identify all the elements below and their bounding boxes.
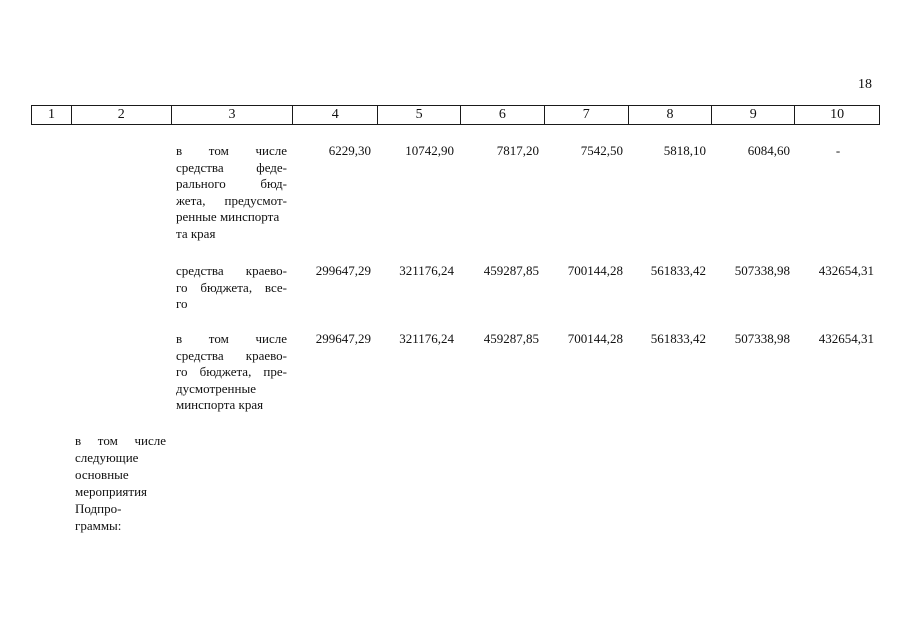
cell-col-4: 299647,29 [315, 263, 371, 278]
section-label-line: в том числе [75, 433, 166, 448]
cell-col-10: 432654,31 [818, 331, 874, 346]
desc-line: средства краево- [176, 347, 287, 363]
desc-line: ренные минспорта [176, 209, 280, 224]
section-label-line: Подпро- [75, 501, 122, 516]
desc-line: го бюджета, все- [176, 279, 287, 295]
header-col-8: 8 [629, 106, 713, 124]
desc-line: минспорта края [176, 397, 264, 412]
cell-col-10: 432654,31 [818, 263, 874, 278]
cell-col-4: 299647,29 [315, 331, 371, 346]
header-col-6: 6 [461, 106, 545, 124]
cell-col-5: 10742,90 [405, 143, 454, 158]
page-number: 18 [858, 77, 872, 92]
header-col-4: 4 [293, 106, 378, 124]
row-description [176, 331, 287, 414]
cell-col-8: 561833,42 [650, 331, 706, 346]
header-col-7: 7 [545, 106, 629, 124]
desc-line: рального бюд- [176, 176, 287, 191]
desc-line: в том числе [176, 143, 287, 158]
header-col-3: 3 [172, 106, 294, 124]
cell-col-8: 561833,42 [650, 263, 706, 278]
header-col-10: 10 [830, 107, 845, 122]
table-header-row [31, 105, 880, 125]
row-description [176, 263, 287, 313]
desc-line: жета, предусмот- [176, 192, 287, 208]
cell-col-5: 321176,24 [399, 263, 454, 278]
desc-line: го [176, 296, 188, 311]
desc-line: го бюджета, пре- [176, 364, 287, 379]
cell-col-9: 6084,60 [747, 143, 790, 158]
cell-col-4: 6229,30 [328, 143, 371, 158]
desc-line: средства феде- [176, 159, 287, 175]
desc-line: та края [176, 225, 216, 241]
cell-col-6: 7817,20 [496, 143, 539, 158]
cell-col-9: 507338,98 [734, 263, 790, 278]
section-label-line: мероприятия [75, 484, 148, 499]
cell-col-10: - [835, 143, 841, 158]
desc-line: средства краево- [176, 263, 287, 278]
row-description [176, 143, 287, 242]
cell-col-6: 459287,85 [483, 331, 539, 346]
header-col-5: 5 [378, 106, 461, 124]
cell-col-8: 5818,10 [663, 143, 706, 158]
cell-col-9: 507338,98 [734, 331, 790, 346]
section-label-line: следующие [75, 450, 139, 465]
cell-col-7: 700144,28 [567, 263, 623, 278]
section-label [75, 432, 166, 534]
desc-line: дусмотренные [176, 380, 256, 396]
cell-col-6: 459287,85 [483, 263, 539, 278]
section-label-line: граммы: [75, 518, 122, 533]
cell-col-5: 321176,24 [399, 331, 454, 346]
header-col-9: 9 [712, 106, 795, 124]
desc-line: в том числе [176, 331, 287, 346]
cell-col-7: 7542,50 [580, 143, 623, 158]
header-col-1: 1 [32, 106, 72, 124]
cell-col-7: 700144,28 [567, 331, 623, 346]
header-col-2: 2 [72, 106, 172, 124]
section-label-line: основные [75, 467, 129, 482]
